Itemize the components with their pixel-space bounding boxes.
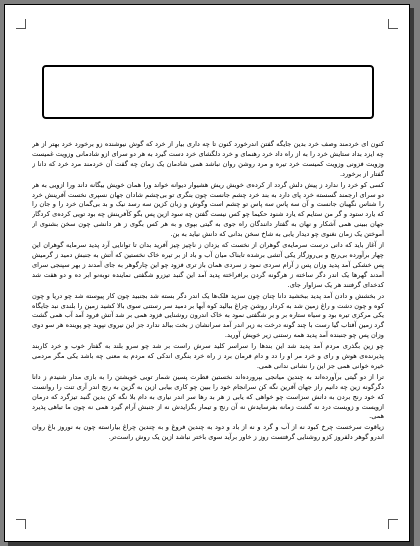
paragraph: کنون ای خردمند وصف خرد بدین جایگه گفتن اندرخورد کنون تا چه داری بیار از خرد که گوش نیوشنده زو برخورد خرد بهتر از هر چه ایزد بداد ستایش خرد را به از راه داد خرد رهنمای و خرد دلگشای خرد دست گیرد به هر دو سرای ازو شادمانی وزویت غمیست وزویت فزونی وزویت کمیست خرد تیره و مرد روشن روان نباشد همی شادمان یک زمان چه گفت آن خردمند مرد خرد که دانا ز گفتار از برخورد. <box>32 140 384 178</box>
crop-mark-bottom-right <box>388 519 398 529</box>
crop-mark-top-left <box>16 19 26 29</box>
paragraph: زیاقوت سرخست چرخ کبود نه از آب و گرد و نه از باد و دود به چندین فروغ و به چندین چراغ بیاراسته چون به نوروز باغ روان اندرو گوهر دلفروز کزو روشنایی گرفتست روز ز خاور برآید سوی باختر نباشد ازین یک روش راست‌تر. <box>32 423 384 442</box>
title-box <box>42 65 374 119</box>
paragraph: ترا از دو گیتی برآورده‌اند به چندین میانجی بپرورده‌اند نخستین فطرت پسین شمار تویی خویشتن را به بازی مدار شنیدم ز دانا دگرگونه زین چه دانیم راز جهان آفرین نگه کن سرانجام خود را ببین چو کاری بیابی ازین به گزین به رنج اندر آری تنت را روانست که خود رنج بردن به دانش سزاست چو خواهی که یابی ز هر بد رها سر اندر نیاری به دام بلا نگه کن بدین گنبد تیزگرد که درمان ازویست و زویست درد نه گشت زمانه بفرسایدش نه آن رنج و تیمار بگزایدش نه از جنبش آرام گیرد همی نه چون ما تباهی پذیرد همی. <box>32 372 384 421</box>
page-shadow-bottom <box>8 542 414 546</box>
paragraph: چو زین بگذری مردم آمد پدید شد این بندها را سراسر کلید سرش راست بر شد چو سرو بلند به گفتار خوب و خرد کاربند پذیرنده‌ی هوش و رای و خرد مر او را دد و دام فرمان برد ز راه خرد بنگری اندکی که مردم به معنی چه باشد یکی مگر مردمی خیره خوانی همی جز این را نشانی ندانی همی. <box>32 342 384 370</box>
crop-mark-bottom-left <box>16 519 26 529</box>
paragraph: از آغاز باید که دانی درست سرمایه‌ی گوهران از نخست که یزدان ز ناچیز چیز آفرید بدان تا توانایی آرد پدید سرمایه گوهران این چهار برآورده بی‌رنج و بی‌روزگار یکی آتشی برشده تابناک میان آب و باد از بر تیره خاک نخستین که آتش به جنبش دمید ز گرمیش پس خشکی آمد پدید وزان پس ز آرام سردی نمود ز سردی همان باز تری فزود چو این چارگوهر به جای آمدند ز بهر سپنجی سرای آمدند گهرها یک اندر دگر ساخته ز هرگونه گردن برافراخته پدید آمد این گنبد تیزرو شگفتی نماینده نوبه‌نو ابر ده و دو هفت شد کدخدای گرفتند هر یک سزاوار جای. <box>32 241 384 289</box>
paragraph: کسی کو خرد را ندارد ز پیش دلش گردد از کرده‌ی خویش ریش هشیوار دیوانه خواند ورا همان خویش بیگانه داند ورا ازویی به هر دو سرای ارجمند گسسته خرد پای دارد به بند خرد چشم جانست چون بنگری تو بی‌چشم شادان جهان نسپری نخست آفرینش خرد را شناس نگهبان جانست و آن سه پاس سه پاس تو چشم است وگوش و زبان کزین سه رسد نیک و بد بی‌گمان خرد را و جان را که یارد ستود و گر من ستایم که یارد شنود حکیما چو کس نیست گفتن چه سود ازین پس بگو کآفرینش چه بود تویی کرده‌ی کردگار جهان ببینی همی آشکار و نهان به گفتار دانندگان راه جوی به گیتی بپوی و به هر کس بگوی ز هر دانشی چون سخن بشنوی از آموختن یک زمان نغنوی چو دیدار یابی به شاخ سخن بدانی که دانش نیاید به بن. <box>32 180 384 239</box>
crop-mark-top-right <box>388 19 398 29</box>
document-page <box>4 4 410 542</box>
page-shadow-right <box>410 8 414 542</box>
paragraph: در بخشش و دادن آمد پدید ببخشید دانا چنان چون سزید فلک‌ها یک اندر دگر بسته شد بجنبید چون کار پیوسته شد چو دریا و چون کوه و چون دشت و راغ زمین شد به کردار روشن چراغ ببالید کوه آبها بر دمید سر رستنی سوی بالا کشید زمین را بلندی نبد جایگاه یکی مرکزی تیره بود و سیاه ستاره بر و بر شگفتی نمود به خاک اندرون روشنایی فزود همی بر شد آتش فرود آمد آب همی گشت گرد زمین آفتاب گیا رست با چند گونه درخت به زیر اندر آمد سرانشان ز بخت ببالد ندارد جز این نیروی نپوید چو پوینده هر سو دوی وزان پس چو جنبنده آمد پدید همه رستنی زیر خویش آورید. <box>32 291 384 340</box>
body-text <box>32 140 384 535</box>
